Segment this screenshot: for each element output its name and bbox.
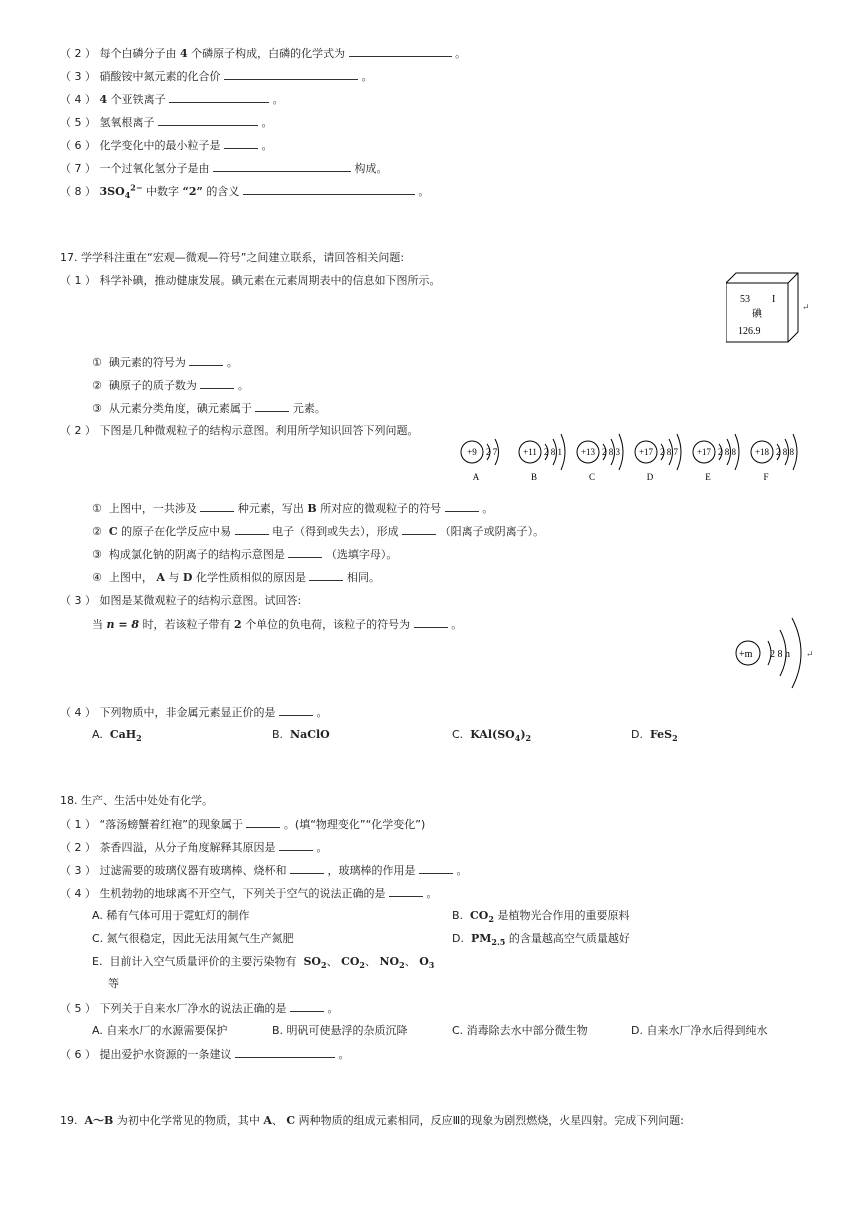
part-number: （ 2 ）: [60, 841, 96, 854]
particle-label: C: [588, 472, 596, 482]
answer-blank[interactable]: [349, 46, 452, 57]
separator: 、: [364, 955, 376, 968]
q18-part6: （ 6 ） 提出爱护水资源的一条建议 。: [60, 1048, 350, 1061]
answer-blank[interactable]: [200, 501, 234, 512]
option-c[interactable]: C. 氮气很稳定，因此无法用氮气生产氮肥: [92, 932, 294, 945]
q16-part4: （ 4 ） 4 个亚铁离子 。: [60, 93, 284, 106]
option-c[interactable]: C. 消毒除去水中部分微生物: [452, 1024, 588, 1037]
answer-blank[interactable]: [279, 840, 313, 851]
electron-counts: 2 8 1: [544, 447, 562, 457]
q18-title: 18. 生产、生活中处处有化学。: [60, 794, 213, 807]
part-number: （ 8 ）: [60, 185, 96, 198]
q16-part3: （ 3 ） 硝酸铵中氮元素的化合价 。: [60, 70, 373, 83]
option-a[interactable]: A. 稀有气体可用于霓虹灯的制作: [92, 909, 250, 922]
particle-F: [751, 434, 797, 482]
q17-t3: ③ 构成氯化钠的阴离子的结构示意图是 （选填字母）。: [92, 548, 398, 561]
option-d[interactable]: D. FeS$_2$: [631, 728, 678, 744]
element-name: 碘: [752, 309, 762, 320]
separator: 、: [404, 955, 416, 968]
answer-blank[interactable]: [224, 138, 258, 149]
electron-counts: 2 8 7: [660, 447, 678, 457]
svg-text:↵: ↵: [802, 302, 810, 312]
q17-t4: ④ 上图中， A 与 D 化学性质相似的原因是 相同。: [92, 571, 380, 584]
electron-counts: 2 7: [486, 447, 498, 457]
option-a[interactable]: A. CaH$_2$: [92, 728, 142, 744]
option-b[interactable]: B. 明矾可使悬浮的杂质沉降: [272, 1024, 408, 1037]
nucleus-charge: +11: [523, 447, 537, 457]
option-b[interactable]: B. NaClO: [272, 728, 330, 741]
option-b[interactable]: B. $CO_2$ 是植物光合作用的重要原料: [452, 909, 630, 925]
answer-blank[interactable]: [235, 1047, 335, 1058]
particle-label: B: [530, 472, 538, 482]
q18-part3: （ 3 ） 过滤需要的玻璃仪器有玻璃棒、烧杯和 ，玻璃棒的作用是 。: [60, 864, 468, 877]
atomic-mass: 126.9: [738, 326, 761, 337]
particle-structure-diagrams: [454, 422, 814, 484]
part-number: （ 4 ）: [60, 93, 96, 106]
q17-part2: （ 2 ） 下图是几种微观粒子的结构示意图。利用所学知识回答下列问题。: [60, 424, 419, 437]
svg-text:2 8 n: 2 8 n: [770, 649, 790, 660]
part-number: （ 2 ）: [60, 424, 96, 437]
nucleus-charge: +18: [754, 447, 770, 457]
electron-counts: 2 8 8: [776, 447, 794, 457]
option-e[interactable]: E. 目前计入空气质量评价的主要污染物有 $SO_2$、 $CO_2$、 $NO_2$、 $O_3$: [92, 955, 435, 971]
atomic-number: 53: [740, 294, 750, 305]
electron-counts: 2 8 8: [718, 447, 736, 457]
q17-part1: （ 1 ） 科学补碘，推动健康发展。碘元素在元素周期表中的信息如下图所示。: [60, 274, 441, 287]
q16-part5: （ 5 ） 氢氧根离子 。: [60, 116, 273, 129]
answer-blank[interactable]: [255, 401, 289, 412]
answer-blank[interactable]: [213, 161, 351, 172]
particle-label: F: [763, 472, 769, 482]
q18-part4: （ 4 ） 生机勃勃的地球离不开空气，下列关于空气的说法正确的是 。: [60, 887, 438, 900]
q19-title: 19. A～B 为初中化学常见的物质，其中 A、 C 两种物质的组成元素相同，反应Ⅲ的现象为剧烈燃烧，火星四射。完成下列问题:: [60, 1114, 684, 1127]
option-e-wrap: 等: [108, 977, 119, 990]
svg-text:+m: +m: [739, 649, 753, 660]
q17-sub1: ① 碘元素的符号为 。: [92, 356, 238, 369]
answer-blank[interactable]: [158, 115, 258, 126]
option-d[interactable]: D. 自来水厂净水后得到纯水: [631, 1024, 768, 1037]
particle-C: [577, 434, 623, 482]
nucleus-charge: +9: [467, 447, 477, 457]
q17-title: 17. 学学科注重在“宏观—微观—符号”之间建立联系，请回答相关问题:: [60, 251, 405, 264]
answer-blank[interactable]: [246, 817, 280, 828]
particle-B: [519, 434, 565, 482]
part-number: （ 3 ）: [60, 594, 96, 607]
part-number: （ 5 ）: [60, 116, 96, 129]
iodine-element-cell: [726, 272, 812, 344]
q18-part5: （ 5 ） 下列关于自来水厂净水的说法正确的是 。: [60, 1002, 339, 1015]
option-d[interactable]: D. $PM_{2.5}$ 的含量越高空气质量越好: [452, 932, 630, 948]
q17-sub2: ② 碘原子的质子数为 。: [92, 379, 249, 392]
particle-label: E: [705, 472, 711, 482]
part-number: （ 7 ）: [60, 162, 96, 175]
option-a[interactable]: A. 自来水厂的水源需要保护: [92, 1024, 228, 1037]
answer-blank[interactable]: [290, 863, 324, 874]
q17-part4: （ 4 ） 下列物质中，非金属元素显正价的是 。: [60, 706, 328, 719]
particle-m-diagram: [728, 614, 814, 692]
particle-label: A: [472, 472, 480, 482]
q17-t2: ② C 的原子在化学反应中易 电子（得到或失去），形成 （阳离子或阴离子）。: [92, 525, 545, 538]
q16-part2: （ 2 ） 每个白磷分子由 4 个磷原子构成，白磷的化学式为 。: [60, 47, 467, 60]
part-number: （ 6 ）: [60, 1048, 96, 1061]
answer-blank[interactable]: [290, 1001, 324, 1012]
answer-blank[interactable]: [235, 524, 269, 535]
answer-blank[interactable]: [224, 69, 358, 80]
q18-part1: （ 1 ） “落汤螃蟹着红袍”的现象属于 。(填“物理变化”“化学变化”): [60, 818, 426, 831]
particle-D: [635, 434, 681, 482]
part-number: （ 6 ）: [60, 139, 96, 152]
nucleus-charge: +17: [638, 447, 654, 457]
answer-blank[interactable]: [389, 886, 423, 897]
sulfate-ion-formula: $3SO_4^{2-}$: [99, 182, 143, 201]
part-number: （ 4 ）: [60, 706, 96, 719]
answer-blank[interactable]: [169, 92, 269, 103]
particle-A: [461, 439, 499, 482]
answer-blank[interactable]: [243, 184, 415, 195]
q16-part8: （ 8 ） $3SO_4^{2-}$ 中数字 “2” 的含义 。: [60, 182, 430, 201]
part-number: （ 1 ）: [60, 274, 96, 287]
answer-blank[interactable]: [445, 501, 479, 512]
svg-text:↵: ↵: [806, 649, 814, 659]
answer-blank[interactable]: [288, 547, 322, 558]
part-number: （ 3 ）: [60, 70, 96, 83]
answer-blank[interactable]: [309, 570, 343, 581]
answer-blank[interactable]: [200, 378, 234, 389]
answer-blank[interactable]: [189, 355, 223, 366]
electron-counts: 2 8 3: [602, 447, 620, 457]
element-symbol: I: [772, 294, 776, 305]
q16-part7: （ 7 ） 一个过氧化氢分子是由 构成。: [60, 162, 388, 175]
part-number: （ 5 ）: [60, 1002, 96, 1015]
nucleus-charge: +17: [696, 447, 712, 457]
answer-blank[interactable]: [419, 863, 453, 874]
part-number: （ 4 ）: [60, 887, 96, 900]
q18-part2: （ 2 ） 茶香四溢，从分子角度解释其原因是 。: [60, 841, 328, 854]
q17-sub3: ③ 从元素分类角度，碘元素属于 元素。: [92, 402, 326, 415]
option-c[interactable]: C. $KAl(SO_4)_2$: [452, 728, 532, 744]
particle-E: [693, 434, 739, 482]
q16-part6: （ 6 ） 化学变化中的最小粒子是 。: [60, 139, 273, 152]
answer-blank[interactable]: [279, 705, 313, 716]
particle-label: D: [646, 472, 654, 482]
q17-part3-line: 当 n = 8 时，若该粒子带有 2 个单位的负电荷，该粒子的符号为 。: [92, 618, 463, 631]
q17-part3: （ 3 ） 如图是某微观粒子的结构示意图。试回答:: [60, 594, 302, 607]
part-number: （ 2 ）: [60, 47, 96, 60]
part-number: （ 1 ）: [60, 818, 96, 831]
q17-t1: ① 上图中，一共涉及 种元素，写出 B 所对应的微观粒子的符号 。: [92, 502, 494, 515]
answer-blank[interactable]: [402, 524, 436, 535]
answer-blank[interactable]: [414, 617, 448, 628]
nucleus-charge: +13: [580, 447, 596, 457]
part-number: （ 3 ）: [60, 864, 96, 877]
